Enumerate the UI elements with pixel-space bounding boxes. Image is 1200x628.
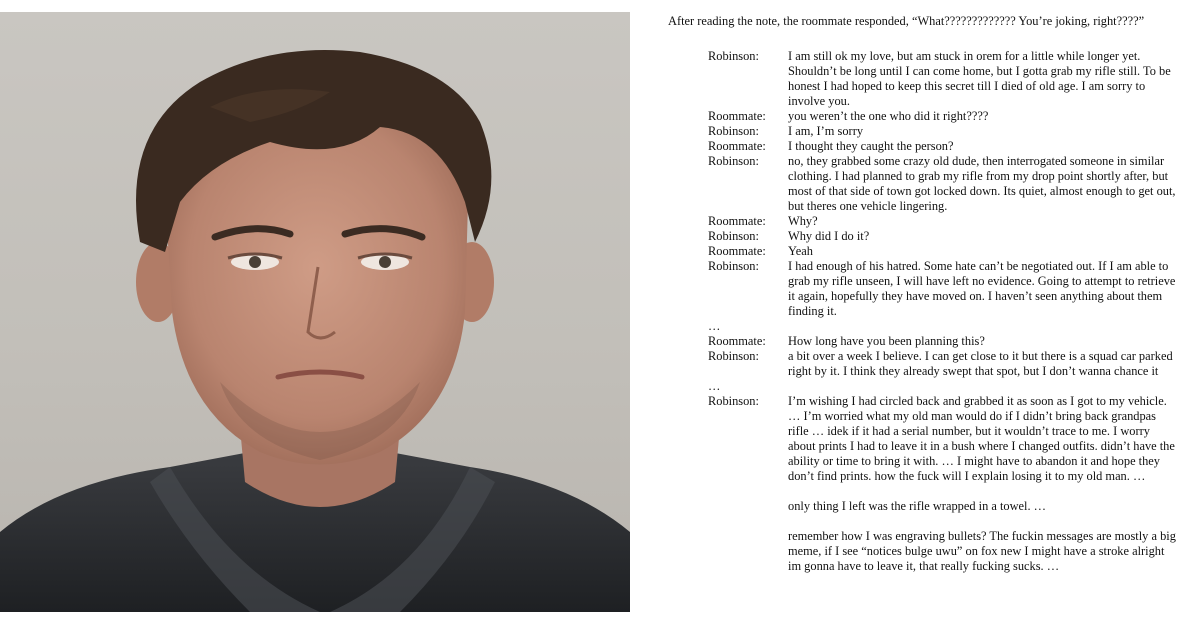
message-paragraphs: [788, 394, 1178, 574]
intro-paragraph: After reading the note, the roommate responded, “What????????????? You’re joking, right????”: [668, 14, 1145, 28]
dialogue-row-final: [668, 394, 1178, 574]
speaker-label: Robinson:: [708, 229, 759, 243]
dialogue-row: [668, 214, 1178, 229]
speaker-label: Robinson:: [708, 394, 759, 408]
dialogue-row: [668, 244, 1178, 259]
dialogue-row: [668, 349, 1178, 379]
message-text: Yeah: [788, 244, 813, 258]
dialogue-row: [668, 229, 1178, 244]
speaker-label: Robinson:: [708, 49, 759, 63]
message-text: Why?: [788, 214, 818, 228]
dialogue-row: [668, 139, 1178, 154]
speaker-label: Roommate:: [708, 109, 766, 123]
message-paragraph: I’m wishing I had circled back and grabbed it as soon as I got to my vehicle. … I’m worried what my old man would do if I didn’t bring back grandpas rifle … idek if it had a serial number, but it wouldn’t trace to me. I worry about prints I had to leave it in a bush where I changed outfits. didn’t have the ability or time to bring it with. … I might have to abandon it and hope they don’t find prints. how the fuck will I explain losing it to my old man. …: [788, 394, 1175, 483]
message-text: you weren’t the one who did it right????: [788, 109, 989, 123]
message-text: I thought they caught the person?: [788, 139, 954, 153]
dialogue-row: [668, 49, 1178, 109]
message-text: Why did I do it?: [788, 229, 870, 243]
ellipsis-separator: …: [708, 379, 721, 393]
mugshot-photo: [0, 12, 630, 612]
transcript-document: [668, 14, 1178, 574]
dialogue-block-1: [668, 49, 1178, 319]
message-text: I had enough of his hatred. Some hate can’t be negotiated out. If I am able to grab my rifle unseen, I will have left no evidence. Going to attempt to retrieve it again, hopefully they have moved on. I haven’t seen anything about them finding it.: [788, 259, 1176, 318]
speaker-label: Robinson:: [708, 124, 759, 138]
message-text: I am still ok my love, but am stuck in orem for a little while longer yet. Shouldn’t be long until I can come home, but I gotta grab my rifle still. To be honest I had hoped to keep this secret till I died of old age. I am sorry to involve you.: [788, 49, 1171, 108]
speaker-label: Roommate:: [708, 214, 766, 228]
ellipsis-separator: …: [708, 319, 721, 333]
message-paragraph: remember how I was engraving bullets? The fuckin messages are mostly a big meme, if I see “notices bulge uwu” on fox new I might have a stroke alright im gonna have to leave it, that really fucking sucks. …: [788, 529, 1176, 573]
dialogue-row: [668, 124, 1178, 139]
speaker-label: Roommate:: [708, 139, 766, 153]
portrait-illustration: [0, 12, 630, 612]
speaker-label: Robinson:: [708, 154, 759, 168]
dialogue-row: [668, 259, 1178, 319]
speaker-label: Robinson:: [708, 349, 759, 363]
message-text: How long have you been planning this?: [788, 334, 985, 348]
dialogue-row: [668, 154, 1178, 214]
message-text: a bit over a week I believe. I can get close to it but there is a squad car parked right by it. I think they already swept that spot, but I don’t wanna chance it: [788, 349, 1173, 378]
message-text: no, they grabbed some crazy old dude, then interrogated someone in similar clothing. I had planned to grab my rifle from my drop point shortly after, but most of that side of town got locked down. Its quiet, almost enough to get out, but theres one vehicle lingering.: [788, 154, 1176, 213]
message-text: I am, I’m sorry: [788, 124, 864, 138]
speaker-label: Roommate:: [708, 244, 766, 258]
speaker-label: Roommate:: [708, 334, 766, 348]
speaker-label: Robinson:: [708, 259, 759, 273]
message-paragraph: only thing I left was the rifle wrapped in a towel. …: [788, 499, 1047, 513]
dialogue-row: [668, 109, 1178, 124]
dialogue-row: [668, 334, 1178, 349]
dialogue-block-2: [668, 334, 1178, 379]
